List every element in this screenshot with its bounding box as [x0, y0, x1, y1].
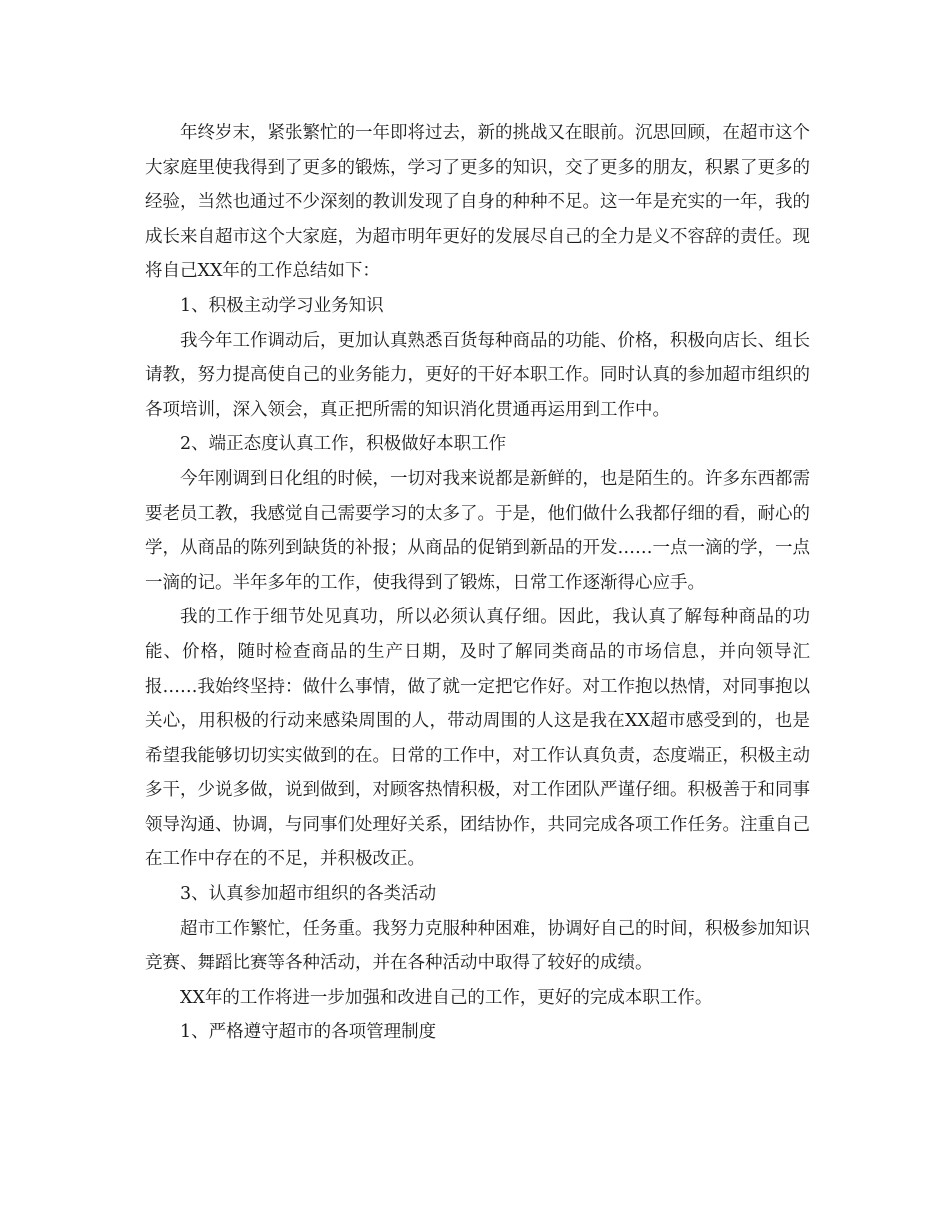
- section-heading-1: 1、积极主动学习业务知识: [180, 295, 384, 316]
- paragraph-details: 我的工作于细节处见真功，所以必须认真仔细。因此，我认真了解每种商品的功能、价格，随时检查商品的生产日期，及时了解同类商品的市场信息，并向领导汇报……我始终坚持：做什么事情，做了就一定把它作好。对工作抱以热情，对同事抱以关心，用积极的行动来感染周围的人，带动周围的人这是我在XX超市感受到的，也是希望我能够切切实实做到的在。日常的工作中，对工作认真负责，态度端正，积极主动多干，少说多做，说到做到，对顾客热情积极，对工作团队严谨仔细。积极善于和同事领导沟通、协调，与同事们处理好关系，团结协作，共同完成各项工作任务。注重自己在工作中存在的不足，并积极改正。: [145, 607, 810, 870]
- paragraph-study: 我今年工作调动后，更加认真熟悉百货每种商品的功能、价格，积极向店长、组长请教，努力提高使自己的业务能力，更好的干好本职工作。同时认真的参加超市组织的各项培训，深入领会，真正把所需的知识消化贯通再运用到工作中。: [145, 330, 810, 420]
- section-heading-3: 3、认真参加超市组织的各类活动: [180, 884, 437, 905]
- paragraph-intro: 年终岁末，紧张繁忙的一年即将过去，新的挑战又在眼前。沉思回顾，在超市这个大家庭里使我得到了更多的锻炼，学习了更多的知识，交了更多的朋友，积累了更多的经验，当然也通过不少深刻的教训发现了自身的种种不足。这一年是充实的一年，我的成长来自超市这个大家庭，为超市明年更好的发展尽自己的全力是义不容辞的责任。现将自己XX年的工作总结如下：: [145, 123, 810, 282]
- paragraph-plan: XX年的工作将进一步加强和改进自己的工作，更好的完成本职工作。: [180, 987, 713, 1008]
- document-body: [145, 116, 810, 1050]
- paragraph-new-role: 今年刚调到日化组的时候，一切对我来说都是新鲜的，也是陌生的。许多东西都需要老员工教，我感觉自己需要学习的太多了。于是，他们做什么我都仔细的看，耐心的学，从商品的陈列到缺货的补报；从商品的促销到新品的开发……一点一滴的学，一点一滴的记。半年多年的工作，使我得到了锻炼，日常工作逐渐得心应手。: [145, 468, 810, 593]
- paragraph-activities: 超市工作繁忙，任务重。我努力克服种种困难，协调好自己的时间，积极参加知识竞赛、舞蹈比赛等各种活动，并在各种活动中取得了较好的成绩。: [145, 918, 810, 974]
- section-heading-2: 2、端正态度认真工作，积极做好本职工作: [180, 434, 507, 455]
- section-heading-plan-1: 1、严格遵守超市的各项管理制度: [180, 1022, 437, 1043]
